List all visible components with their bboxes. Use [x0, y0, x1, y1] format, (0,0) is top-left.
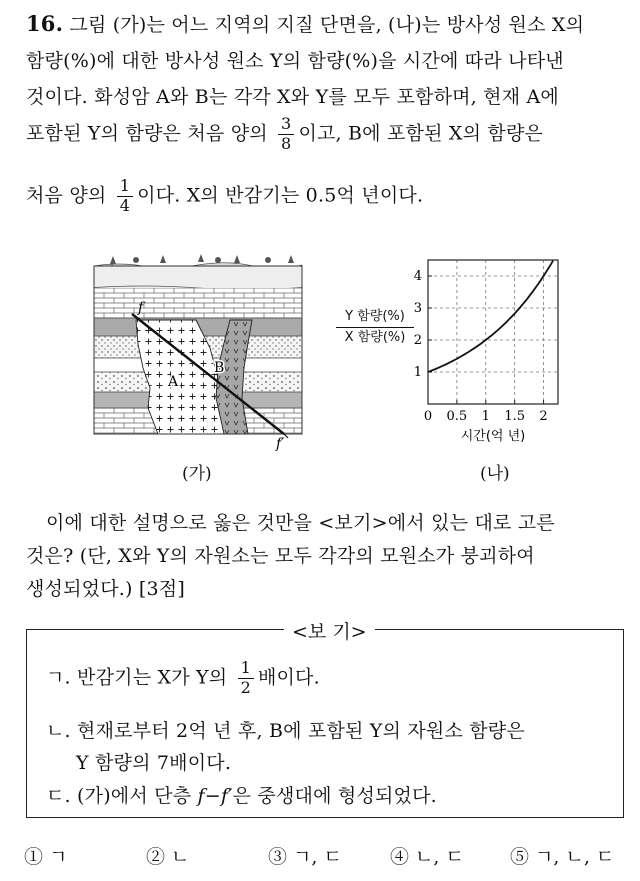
bogi-title: <보 기> — [284, 617, 375, 644]
question-line-4 — [26, 116, 543, 153]
ylabel-numerator: Y 함량(%) — [336, 308, 414, 328]
question-text-5a: 처음 양의 — [26, 184, 107, 207]
fraction-numerator: 1 — [238, 660, 254, 679]
fraction-numerator: 1 — [117, 178, 133, 197]
y-tick-label-0: 1 — [413, 365, 422, 380]
question-text-1: 그림 (가)는 어느 지역의 지질 단면을, (나)는 방사성 원소 X의 — [69, 14, 585, 36]
bogi-item-3 — [46, 781, 437, 808]
figure-ga-caption: (가) — [182, 464, 212, 484]
option-1[interactable]: ① ㄱ — [24, 846, 68, 868]
fraction-one-quarter — [117, 178, 133, 215]
y-tick-label-2: 3 — [413, 301, 422, 316]
fault-dash: − — [204, 785, 221, 807]
graph-ylabel — [336, 308, 414, 346]
x-tick-label-3: 1.5 — [504, 409, 526, 424]
label-f-prime: f′ — [276, 436, 285, 452]
question-line-5 — [26, 178, 423, 215]
question-number: 16. — [26, 11, 64, 36]
bogi-item-2-line-2: Y 함량의 7배이다. — [76, 752, 232, 774]
option-5[interactable]: ⑤ ㄱ, ㄴ, ㄷ — [510, 846, 615, 868]
bogi-item-1a: ㄱ. 반감기는 X가 Y의 — [46, 666, 228, 689]
geologic-cross-section — [88, 248, 308, 458]
instruction-line-1: 이에 대한 설명으로 옳은 것만을 <보기>에서 있는 대로 고른 — [46, 512, 555, 534]
bogi-item-2-line-1: ㄴ. 현재로부터 2억 년 후, B에 포함된 Y의 자원소 함량은 — [46, 720, 525, 742]
label-f: f — [138, 300, 144, 316]
bogi-item-1b: 배이다. — [257, 666, 320, 689]
fraction-denominator: 2 — [240, 677, 251, 697]
fault-f: f — [197, 785, 205, 807]
y-tick-label-3: 4 — [413, 269, 422, 284]
bogi-item-3a: ㄷ. (가)에서 단층 — [46, 785, 192, 807]
question-line-1 — [26, 10, 584, 37]
label-A: A — [168, 374, 179, 390]
series-curve — [428, 261, 553, 372]
chart-frame — [428, 260, 558, 404]
instruction-line-3: 생성되었다.) [3점] — [26, 578, 185, 600]
question-line-3: 것이다. 화성암 A와 B는 각각 X와 Y를 모두 포함하며, 현재 A에 — [26, 86, 559, 108]
x-tick-label-4: 2 — [539, 409, 548, 424]
x-tick-label-0: 0 — [423, 409, 433, 424]
bogi-item-1 — [46, 660, 320, 697]
figure-na-caption: (나) — [480, 464, 510, 484]
fraction-three-eighths — [278, 116, 294, 153]
bogi-item-3b: 은 중생대에 형성되었다. — [232, 785, 437, 807]
label-B: B — [214, 360, 225, 376]
fraction-one-half — [238, 660, 254, 697]
fraction-denominator: 8 — [281, 133, 292, 153]
x-tick-label-1: 0.5 — [446, 409, 468, 424]
question-text-4b: 이고, B에 포함된 X의 함량은 — [298, 122, 544, 145]
fault-f-prime: f′ — [220, 785, 233, 807]
option-3[interactable]: ③ ㄱ, ㄷ — [268, 846, 342, 868]
question-text-5b: 이다. X의 반감기는 0.5억 년이다. — [137, 184, 424, 207]
option-2[interactable]: ② ㄴ — [146, 846, 190, 868]
question-line-2: 함량(%)에 대한 방사성 원소 Y의 함량(%)을 시간에 따라 나타낸 — [26, 50, 564, 72]
option-4[interactable]: ④ ㄴ, ㄷ — [390, 846, 464, 868]
x-tick-label-2: 1 — [481, 409, 490, 424]
fraction-numerator: 3 — [278, 116, 294, 135]
fraction-denominator: 4 — [119, 195, 131, 215]
y-tick-label-1: 2 — [413, 333, 422, 348]
instruction-line-2: 것은? (단, X와 Y의 자원소는 모두 각각의 모원소가 붕괴하여 — [26, 545, 535, 567]
question-text-4a: 포함된 Y의 함량은 처음 양의 — [26, 122, 268, 145]
ylabel-denominator: X 함량(%) — [344, 329, 406, 345]
x-axis-label: 시간(억 년) — [460, 429, 526, 444]
ratio-chart — [408, 252, 578, 452]
